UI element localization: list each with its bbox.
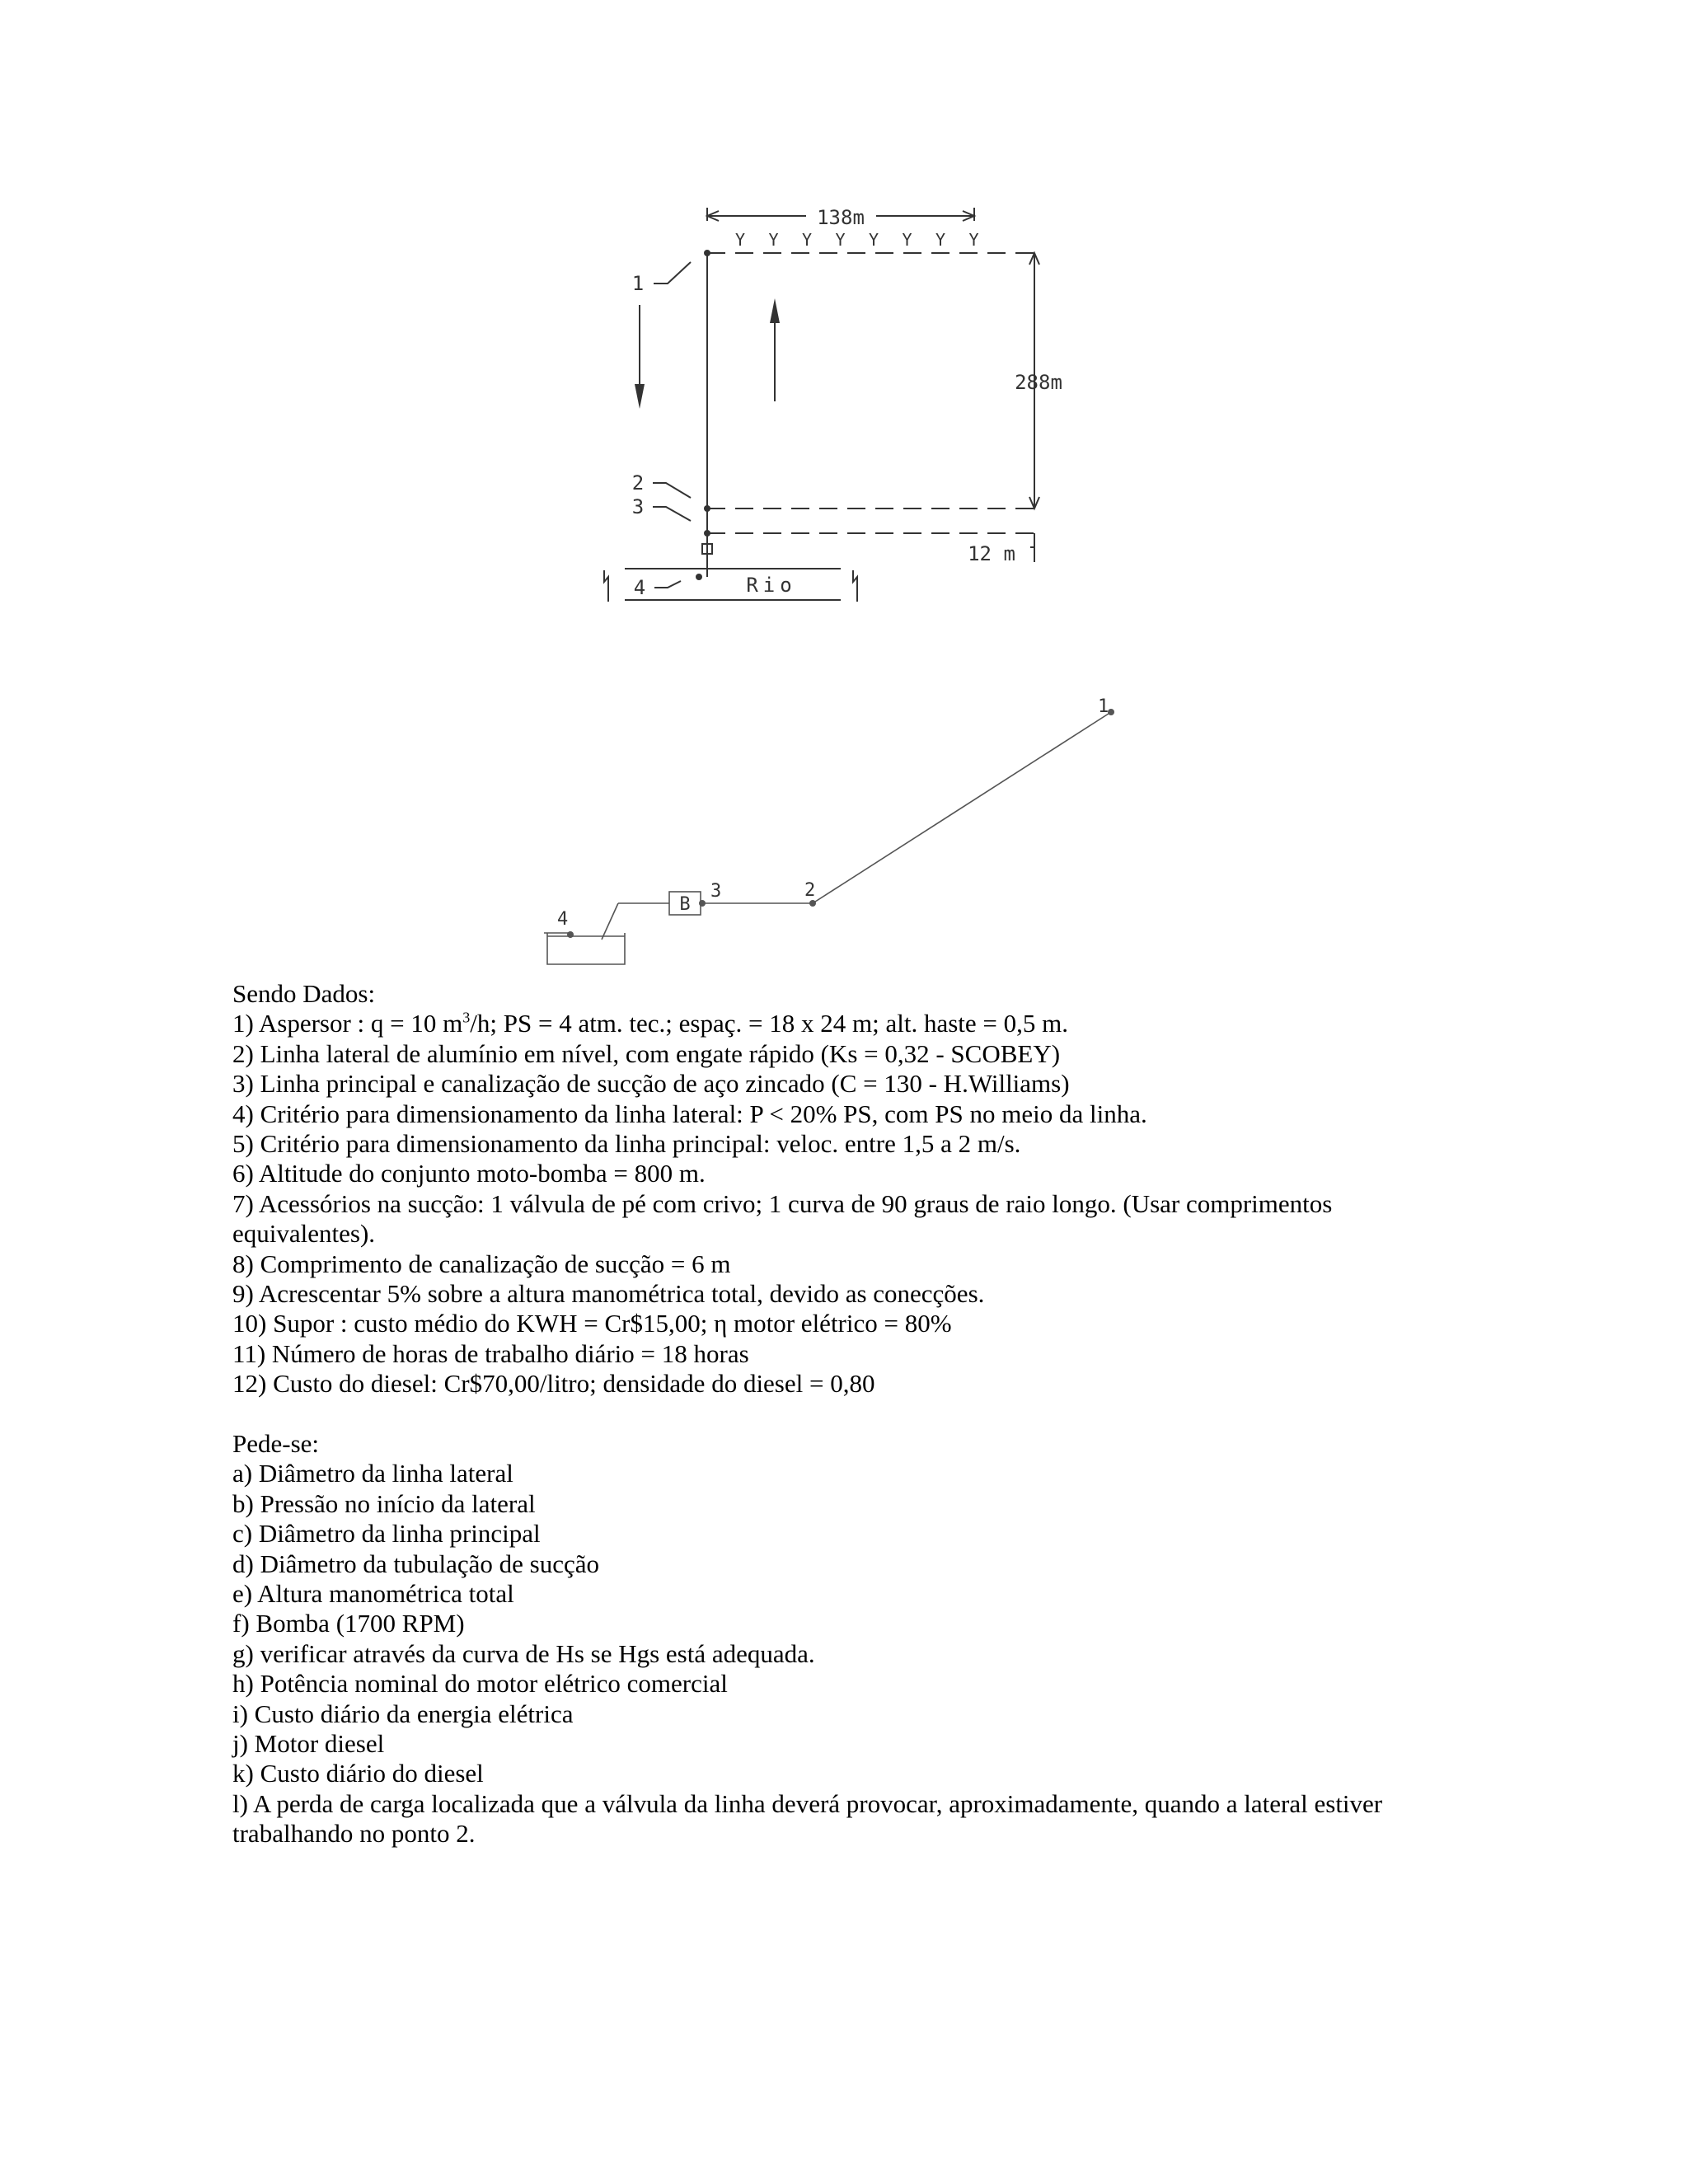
given-item-1-pre: 1) Aspersor : q = 10 m (232, 1009, 463, 1038)
given-item-9: 9) Acrescentar 5% sobre a altura manométrica total, devido as conecções. (232, 1279, 985, 1309)
question-i: i) Custo diário da energia elétrica (232, 1699, 574, 1728)
question-j: j) Motor diesel (232, 1729, 385, 1759)
question-f: f) Bomba (1700 RPM) (232, 1609, 465, 1638)
given-item-7: 7) Acessórios na sucção: 1 válvula de pé com crivo; 1 curva de 90 graus de raio longo. (Usar comprimentos equivalentes). (232, 1188, 1333, 1249)
given-data-heading: Sendo Dados: (232, 979, 376, 1008)
label-point-3: 3 (631, 495, 645, 518)
given-item-8: 8) Comprimento de canalização de sucção = 6 m (232, 1249, 731, 1278)
given-item-1-post: /h; PS = 4 atm. tec.; espaç. = 18 x 24 m; alt. haste = 0,5 m. (470, 1009, 1068, 1038)
given-item-12: 12) Custo do diesel: Cr$70,00/litro; densidade do diesel = 0,80 (232, 1369, 875, 1399)
question-c: c) Diâmetro da linha principal (232, 1519, 541, 1549)
sprinkler-icon: Y (902, 230, 912, 250)
given-item-5: 5) Critério para dimensionamento da linha principal: veloc. entre 1,5 a 2 m/s. (232, 1129, 1021, 1159)
profile-node-3 (699, 900, 706, 907)
sprinkler-icon: Y (935, 230, 946, 250)
given-item-3: 3) Linha principal e canalização de sucção de aço zincado (C = 130 - H.Williams) (232, 1069, 1070, 1099)
sprinkler-icon: Y (734, 230, 746, 250)
sprinkler-icon: Y (801, 230, 813, 250)
profile-label-1: 1 (1098, 696, 1109, 717)
profile-rising-line (813, 712, 1111, 903)
question-l: l) A perda de carga localizada que a válvula da linha deverá provocar, aproximadamente, quando a lateral estiver trabalhando no ponto 2. (232, 1788, 1383, 1849)
pump-label: B (679, 894, 691, 915)
offset-label: 12 m (968, 542, 1015, 565)
given-item-10: 10) Supor : custo médio do KWH = Cr$15,00; η motor elétrico = 80% (232, 1309, 952, 1338)
questions-section (232, 1429, 1444, 1849)
profile-diagram (0, 0, 1688, 989)
profile-label-3: 3 (710, 881, 722, 902)
given-item-1 (232, 1009, 1419, 1038)
profile-node-2 (809, 900, 816, 907)
given-item-4: 4) Critério para dimensionamento da linha lateral: P < 20% PS, com PS no meio da linha. (232, 1099, 1147, 1128)
label-point-2: 2 (631, 471, 645, 494)
sprinkler-icon: Y (768, 230, 779, 250)
given-item-2: 2) Linha lateral de alumínio em nível, com engate rápido (Ks = 0,32 - SCOBEY) (232, 1038, 1061, 1068)
questions-heading: Pede-se: (232, 1429, 320, 1458)
sprinkler-icon: Y (968, 230, 979, 250)
question-a: a) Diâmetro da linha lateral (232, 1459, 513, 1488)
profile-node-4 (567, 931, 574, 938)
question-e: e) Altura manométrica total (232, 1579, 514, 1609)
sprinkler-icon: Y (868, 230, 879, 250)
profile-label-2: 2 (804, 880, 816, 901)
label-point-1: 1 (631, 272, 645, 295)
profile-label-4: 4 (557, 909, 569, 930)
given-data-section (232, 979, 1419, 1399)
question-g: g) verificar através da curva de Hs se Hgs está adequada. (232, 1638, 815, 1668)
question-d: d) Diâmetro da tubulação de sucção (232, 1549, 600, 1578)
suction-descent (602, 903, 618, 940)
reservoir (547, 933, 625, 964)
height-label: 288m (1015, 371, 1062, 394)
river-label: Rio (746, 574, 797, 597)
question-k: k) Custo diário do diesel (232, 1759, 484, 1788)
label-point-4: 4 (633, 576, 646, 599)
given-item-6: 6) Altitude do conjunto moto-bomba = 800 m. (232, 1159, 706, 1188)
given-item-1-sup: 3 (462, 1010, 471, 1027)
sprinkler-icon: Y (835, 230, 846, 250)
given-item-11: 11) Número de horas de trabalho diário = 18 horas (232, 1338, 749, 1368)
question-b: b) Pressão no início da lateral (232, 1488, 536, 1518)
width-label: 138m (817, 206, 865, 229)
question-h: h) Potência nominal do motor elétrico comercial (232, 1669, 728, 1699)
